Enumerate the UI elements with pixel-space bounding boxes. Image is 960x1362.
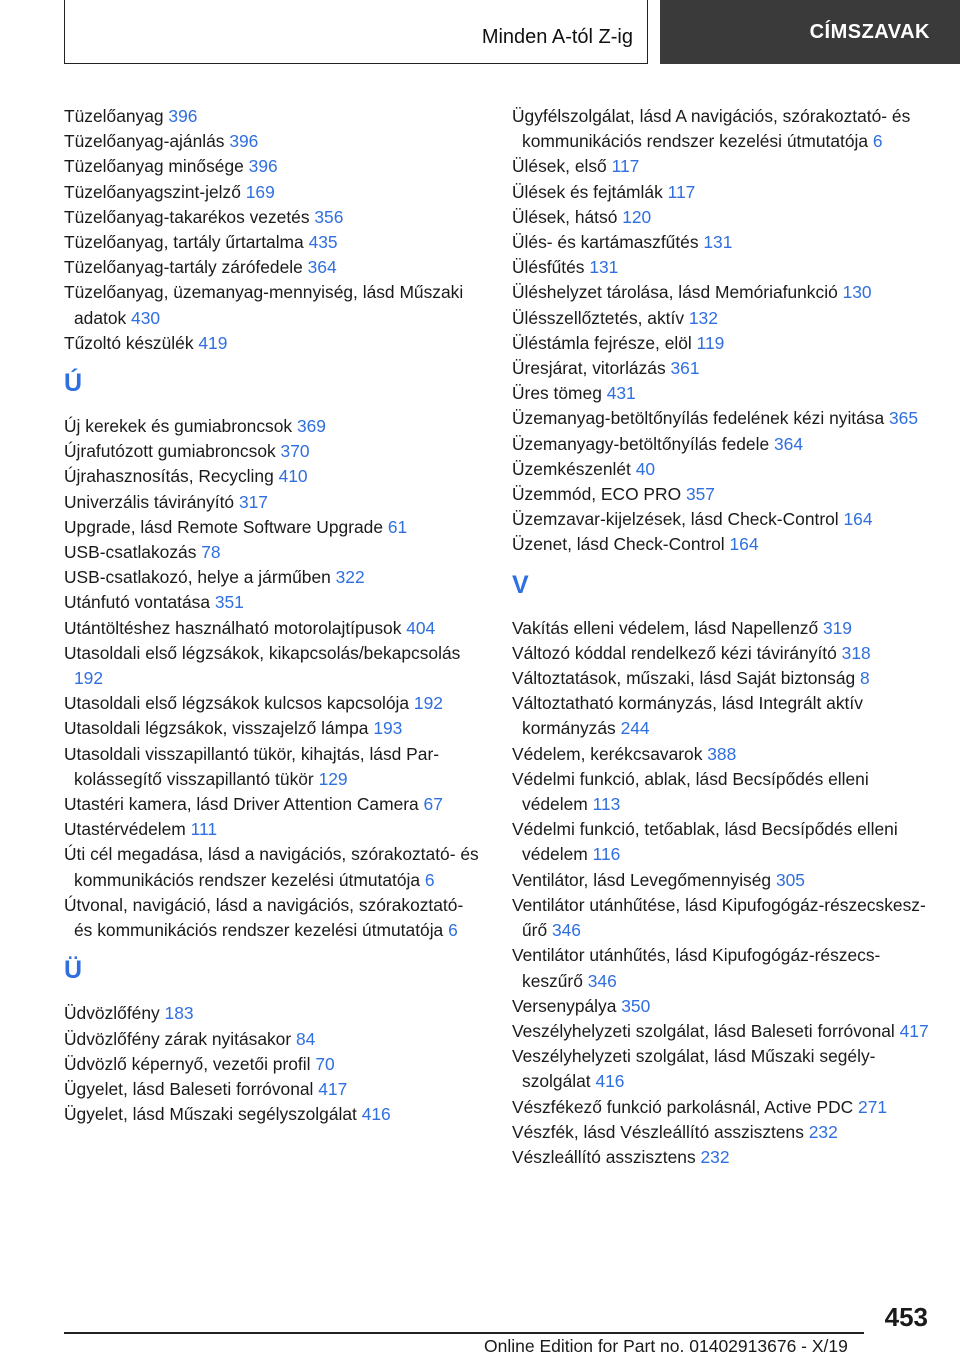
header-frame	[64, 0, 648, 64]
index-entry	[64, 331, 484, 356]
index-entry-text: Változtatható kormányzás, lásd Integrált aktív kormányzás	[512, 693, 863, 739]
index-entry-text: Ülések, első	[512, 156, 612, 177]
index-page-link[interactable]: 6	[872, 131, 883, 152]
index-entry-text: Vészfékező funkció parkolásnál, Active PDC	[512, 1096, 859, 1117]
index-entry-text: Utántöltéshez használható motorolajtípusok	[64, 617, 407, 638]
index-entry-text: Változó kóddal rendelkező kézi távirányító	[512, 642, 842, 663]
index-entry-text: Vészleállító asszisztens	[512, 1146, 701, 1167]
index-entry-text: Utasoldali első légzsákok, kikapcsolás/bekapcsolás	[64, 642, 461, 663]
page-number: 453	[884, 1302, 928, 1332]
index-entry	[64, 616, 484, 641]
index-entry-text: Ülésszellőztetés, aktív	[512, 307, 689, 328]
index-column-right	[512, 104, 932, 1170]
index-page-link[interactable]: 232	[808, 1121, 838, 1142]
index-entry	[512, 331, 932, 356]
index-entry	[512, 817, 932, 867]
index-page-link[interactable]: 113	[592, 794, 621, 815]
index-entry-text: Ventilátor utánhűtés, lásd Kipufogógáz-részecskeszűrő	[512, 945, 881, 991]
index-page-link[interactable]: 364	[307, 257, 337, 278]
index-entry-text: USB-csatlakozás	[64, 542, 202, 563]
index-entry-text: Tüzelőanyagszint-jelző	[64, 181, 246, 202]
index-entry	[512, 1120, 932, 1145]
index-entry	[512, 666, 932, 691]
index-entry	[64, 439, 484, 464]
index-entry-text: Újrahasznosítás, Recycling	[64, 466, 279, 487]
index-entry-text: Utastérvédelem	[64, 819, 191, 840]
index-entry-text: Védelmi funkció, ablak, lásd Becsípődés elleni védelem	[512, 768, 869, 815]
index-page-link[interactable]: 183	[164, 1003, 194, 1024]
index-entry-text: Üresjárat, vitorlázás	[512, 358, 671, 379]
index-entry	[64, 540, 484, 565]
index-page-link[interactable]: 111	[190, 819, 218, 840]
index-entry-text: Úti cél megadása, lásd a navigációs, szórakoztató- és kommunikációs rendszer kezelési útmutatója	[64, 844, 479, 890]
index-entry-text: Tüzelőanyag-takarékos vezetés	[64, 206, 315, 227]
index-page-link[interactable]: 410	[278, 466, 308, 487]
index-entry-text: Ventilátor, lásd Levegőmennyiség	[512, 869, 776, 890]
index-column-left	[64, 104, 484, 1127]
index-entry-text: Üdvözlőfény zárak nyitásakor	[64, 1028, 296, 1049]
index-page-link[interactable]: 131	[589, 257, 619, 278]
index-entry	[512, 868, 932, 893]
index-page-link[interactable]: 119	[696, 332, 725, 353]
index-entry	[512, 994, 932, 1019]
index-letter-heading: Ú	[64, 369, 83, 398]
index-page-link[interactable]: 350	[621, 995, 651, 1016]
index-page-link[interactable]: 169	[245, 181, 275, 202]
index-entry-text: Üdvözlőfény	[64, 1003, 165, 1024]
index-entry-text: Utasoldali első légzsákok kulcsos kapcsolója	[64, 693, 414, 714]
index-entry	[512, 104, 932, 154]
index-entry	[64, 590, 484, 615]
index-entry	[512, 616, 932, 641]
index-page-link[interactable]: 396	[248, 156, 278, 177]
index-entry	[64, 1102, 484, 1127]
index-entry-text: Upgrade, lásd Remote Software Upgrade	[64, 516, 388, 537]
index-page-link[interactable]: 117	[667, 181, 696, 202]
header-tab	[660, 0, 960, 64]
index-entry	[64, 716, 484, 741]
index-page-link[interactable]: 116	[592, 844, 621, 865]
index-entry	[512, 641, 932, 666]
index-page-link[interactable]: 369	[296, 416, 326, 437]
index-entry	[512, 381, 932, 406]
index-page-link[interactable]: 370	[280, 441, 310, 462]
index-entry-text: Utánfutó vontatása	[64, 592, 215, 613]
index-letter-heading: V	[512, 570, 529, 599]
index-page-link[interactable]: 419	[198, 332, 228, 353]
index-entry	[512, 1145, 932, 1170]
index-entry-text: Tüzelőanyag-tartály zárófedele	[64, 257, 308, 278]
index-entry-text: Vakítás elleni védelem, lásd Napellenző	[512, 617, 823, 638]
index-page-link[interactable]: 365	[889, 408, 919, 429]
index-entry	[512, 154, 932, 179]
index-page-link[interactable]: 129	[318, 768, 348, 789]
index-entry-text: Utasoldali visszapillantó tükör, kihajtás, lásd Parkolássegítő visszapillantó tükör	[64, 743, 440, 789]
index-page-link[interactable]: 317	[238, 491, 268, 512]
index-page-link[interactable]: 40	[635, 458, 656, 479]
index-entry	[64, 154, 484, 179]
index-page-link[interactable]: 346	[587, 970, 617, 991]
index-entry-text: USB-csatlakozó, helye a járműben	[64, 567, 336, 588]
index-entry	[512, 457, 932, 482]
index-page-link[interactable]: 70	[315, 1053, 335, 1074]
index-page-link[interactable]: 361	[670, 358, 700, 379]
index-page-link[interactable]: 319	[822, 617, 852, 638]
index-page-link[interactable]: 357	[685, 484, 715, 505]
index-entry	[64, 490, 484, 515]
index-page-link[interactable]: 318	[841, 642, 871, 663]
index-entry-text: Ügyfélszolgálat, lásd A navigációs, szórakoztató- és kommunikációs rendszer kezelési útmutatója	[512, 106, 911, 152]
index-entry-text: Új kerekek és gumiabroncsok	[64, 416, 297, 437]
index-page-link[interactable]: 193	[373, 718, 403, 739]
index-entry-text: Üzemanyag-betöltőnyílás fedelének kézi nyitása	[512, 408, 890, 429]
index-entry	[64, 180, 484, 205]
index-page-link[interactable]: 130	[842, 282, 872, 303]
index-entry	[512, 691, 932, 741]
index-entry-text: Veszélyhelyzeti szolgálat, lásd Baleseti forróvonal	[512, 1020, 900, 1041]
index-entry	[512, 205, 932, 230]
index-entry-text: Tűzoltó készülék	[64, 332, 199, 353]
index-entry-text: Üzenet, lásd Check-Control	[512, 534, 730, 555]
index-entry	[64, 104, 484, 129]
index-entry	[512, 432, 932, 457]
index-page-link[interactable]: 67	[423, 794, 443, 815]
index-entry-text: Újrafutózott gumiabroncsok	[64, 441, 281, 462]
index-entry	[64, 565, 484, 590]
index-page-link[interactable]: 430	[131, 307, 161, 328]
index-page-link[interactable]: 6	[448, 920, 458, 941]
index-entry-text: Üdvözlő képernyő, vezetői profil	[64, 1053, 316, 1074]
index-entry	[512, 280, 932, 305]
index-entry	[512, 767, 932, 817]
index-entry-text: Üzemkészenlét	[512, 458, 636, 479]
index-page-link[interactable]: 244	[620, 718, 650, 739]
index-entry	[512, 1019, 932, 1044]
index-entry-text: Üres tömeg	[512, 383, 607, 404]
index-page-link[interactable]: 396	[168, 106, 198, 126]
index-entry-text: Tüzelőanyag minősége	[64, 156, 249, 177]
index-entry	[512, 943, 932, 993]
index-page-link[interactable]: 417	[318, 1078, 348, 1099]
index-entry	[512, 255, 932, 280]
index-entry	[512, 482, 932, 507]
index-entry-text: Védelem, kerékcsavarok	[512, 743, 708, 764]
index-page-link[interactable]: 431	[606, 383, 636, 404]
header-tab-label: CÍMSZAVAK	[809, 20, 930, 43]
index-entry	[512, 893, 932, 943]
index-page-link[interactable]: 346	[551, 920, 581, 941]
index-entry-text: Ülés- és kartámaszfűtés	[512, 232, 704, 253]
index-entry-text: Utasoldali légzsákok, visszajelző lámpa	[64, 718, 374, 739]
index-page-link[interactable]: 61	[387, 516, 408, 537]
index-entry-text: Versenypálya	[512, 995, 622, 1016]
index-page-link[interactable]: 192	[74, 668, 104, 689]
footer-divider	[64, 1332, 864, 1334]
index-entry-text: Útvonal, navigáció, lásd a navigációs, szórakoztató- és kommunikációs rendszer kezelési útmutatója	[64, 894, 464, 941]
index-entry-text: Ügyelet, lásd Műszaki segélyszolgálat	[64, 1104, 362, 1125]
index-entry-text: Tüzelőanyag, üzemanyag-mennyiség, lásd Műszaki adatok	[64, 282, 464, 328]
index-entry	[64, 414, 484, 439]
index-entry	[64, 817, 484, 842]
index-entry-text: Ügyelet, lásd Baleseti forróvonal	[64, 1078, 319, 1099]
index-entry	[512, 1044, 932, 1094]
index-page-link[interactable]: 322	[335, 567, 365, 588]
index-entry-text: Üléshelyzet tárolása, lásd Memóriafunkció	[512, 282, 843, 303]
footer-edition: Online Edition for Part no. 01402913676 - X/19	[484, 1336, 848, 1356]
index-entry-text: Védelmi funkció, tetőablak, lásd Becsípődés elleni védelem	[512, 819, 898, 865]
index-entry	[64, 792, 484, 817]
index-entry-text: Ülések, hátsó	[512, 206, 623, 227]
index-entry	[512, 507, 932, 532]
index-entry	[64, 1001, 484, 1026]
index-entry-text: Tüzelőanyag, tartály űrtartalma	[64, 232, 309, 253]
index-page-link[interactable]: 84	[295, 1028, 316, 1049]
index-entry-text: Vészfék, lásd Vészleállító asszisztens	[512, 1121, 809, 1142]
index-page-link[interactable]: 271	[858, 1096, 888, 1117]
index-entry-text: Tüzelőanyag-ajánlás	[64, 131, 230, 152]
index-page-link[interactable]: 120	[622, 206, 652, 227]
index-entry	[64, 1077, 484, 1102]
index-page-link[interactable]: 388	[707, 743, 737, 764]
index-entry-text: Ülések és fejtámlák	[512, 181, 668, 202]
index-entry	[64, 205, 484, 230]
index-entry	[64, 641, 484, 691]
index-page-link[interactable]: 232	[700, 1146, 730, 1167]
index-entry	[64, 230, 484, 255]
index-entry	[64, 280, 484, 330]
index-page-link[interactable]: 131	[703, 232, 733, 253]
index-entry	[64, 893, 484, 943]
index-page-link[interactable]: 8	[860, 668, 870, 689]
index-page-link[interactable]: 351	[214, 592, 244, 613]
index-page-link[interactable]: 132	[688, 307, 718, 328]
index-entry	[64, 691, 484, 716]
index-entry-text: Ventilátor utánhűtése, lásd Kipufogógáz-részecskeszűrő	[512, 894, 926, 941]
index-entry	[512, 230, 932, 255]
index-page-link[interactable]: 396	[229, 131, 259, 152]
index-letter-heading: Ü	[64, 956, 83, 985]
index-entry-text: Üzemmód, ECO PRO	[512, 484, 686, 505]
index-page-link[interactable]: 117	[611, 156, 640, 177]
index-entry-text: Változtatások, műszaki, lásd Saját biztonság	[512, 668, 860, 689]
index-entry-text: Üzemzavar-kijelzések, lásd Check-Control	[512, 509, 844, 530]
index-entry-text: Üzemanyagy-betöltőnyílás fedele	[512, 433, 774, 454]
index-page-link[interactable]: 417	[899, 1020, 929, 1041]
index-entry	[64, 1027, 484, 1052]
index-entry-text: Ülésfűtés	[512, 257, 590, 278]
index-entry	[512, 180, 932, 205]
index-entry-text: Üléstámla fejrésze, elöl	[512, 332, 697, 353]
index-entry-text: Veszélyhelyzeti szolgálat, lásd Műszaki segélyszolgálat	[512, 1046, 876, 1092]
index-entry	[512, 356, 932, 381]
index-entry	[64, 255, 484, 280]
index-entry	[64, 464, 484, 489]
index-entry	[512, 532, 932, 557]
index-page-link[interactable]: 305	[775, 869, 805, 890]
index-page-link[interactable]: 416	[361, 1104, 391, 1125]
index-entry	[512, 406, 932, 431]
index-page-link[interactable]: 192	[413, 693, 443, 714]
index-entry-text: Tüzelőanyag	[64, 106, 169, 126]
index-page-link[interactable]: 416	[595, 1071, 625, 1092]
header-section-title: Minden A-tól Z-ig	[481, 26, 633, 48]
index-entry	[512, 1095, 932, 1120]
index-page-link[interactable]: 364	[773, 433, 803, 454]
index-entry-text: Univerzális távirányító	[64, 491, 239, 512]
index-entry	[64, 1052, 484, 1077]
index-entry	[64, 842, 484, 892]
index-page-link[interactable]: 164	[729, 534, 759, 555]
index-page-link[interactable]: 404	[406, 617, 436, 638]
index-page-link[interactable]: 356	[314, 206, 344, 227]
index-page-link[interactable]: 6	[424, 869, 435, 890]
index-page-link[interactable]: 435	[308, 232, 338, 253]
index-entry	[512, 742, 932, 767]
index-page-link[interactable]: 78	[201, 542, 221, 563]
index-page-link[interactable]: 164	[843, 509, 873, 530]
index-entry	[64, 742, 484, 792]
index-entry	[64, 129, 484, 154]
index-entry	[64, 515, 484, 540]
index-entry	[512, 306, 932, 331]
index-entry-text: Utastéri kamera, lásd Driver Attention Camera	[64, 794, 424, 815]
